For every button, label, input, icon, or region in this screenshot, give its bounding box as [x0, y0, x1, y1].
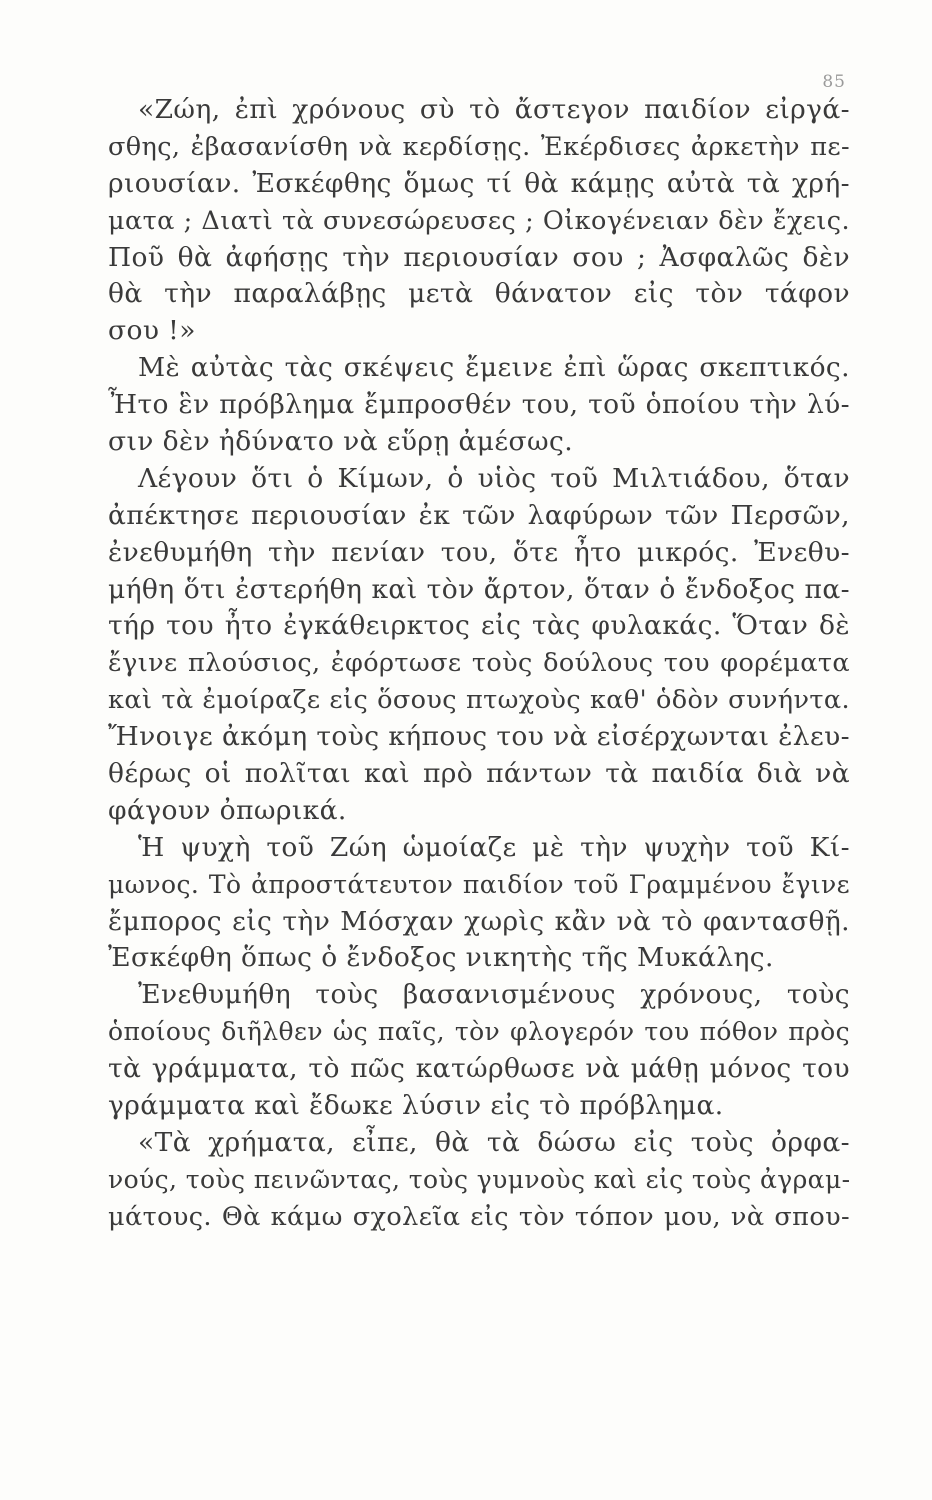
text-line: ἀπέκτησε περιουσίαν ἐκ τῶν λαφύρων τῶν Περσῶν, — [108, 499, 850, 531]
text-line: σιν δὲν ἠδύνατο νὰ εὕρῃ ἀμέσως. — [108, 426, 574, 458]
text-line: καὶ τὰ ἐμοίραζε εἰς ὅσους πτωχοὺς καθ' ὁδὸν συνήντα. — [108, 685, 850, 716]
text-line: Ἤνοιγε ἀκόμη τοὺς κήπους του νὰ εἰσέρχωνται ἐλευ- — [108, 721, 850, 753]
text-line: νούς, τοὺς πεινῶντας, τοὺς γυμνοὺς καὶ εἰς τοὺς ἀγραμ- — [108, 1164, 851, 1194]
page-number: 85 — [822, 72, 846, 92]
text-line: τὰ γράμματα, τὸ πῶς κατώρθωσε νὰ μάθῃ μόνος του — [108, 1053, 850, 1085]
text-line: σθης, ἐβασανίσθη νὰ κερδίσῃς. Ἐκέρδισες ἀρκετὴν πε- — [108, 131, 850, 162]
text-line: Ἐνεθυμήθη τοὺς βασανισμένους χρόνους, τοὺς — [138, 979, 850, 1011]
text-line: τήρ του ἦτο ἐγκάθειρκτος εἰς τὰς φυλακάς. Ὅταν δὲ — [108, 610, 850, 642]
text-line: Λέγουν ὅτι ὁ Κίμων, ὁ υἱὸς τοῦ Μιλτιάδου, ὅταν — [138, 462, 850, 494]
text-line: ἔμπορος εἰς τὴν Μόσχαν χωρὶς κἂν νὰ τὸ φαντασθῇ. — [108, 905, 850, 937]
text-line: ἔγινε πλούσιος, ἐφόρτωσε τοὺς δούλους του φορέματα — [108, 648, 850, 679]
text-line: «Τὰ χρήματα, εἶπε, θὰ τὰ δώσω εἰς τοὺς ὀρφα- — [138, 1126, 850, 1158]
text-line: Μὲ αὐτὰς τὰς σκέψεις ἔμεινε ἐπὶ ὥρας σκεπτικός. — [138, 352, 850, 384]
text-line: Ποῦ θὰ ἀφήσῃς τὴν περιουσίαν σου ; Ἀσφαλῶς δὲν — [108, 241, 850, 273]
text-line: ριουσίαν. Ἐσκέφθης ὅμως τί θὰ κάμῃς αὐτὰ τὰ χρή- — [108, 167, 850, 199]
text-line: θέρως οἱ πολῖται καὶ πρὸ πάντων τὰ παιδία διὰ νὰ — [108, 758, 850, 790]
text-line: «Ζώη, ἐπὶ χρόνους σὺ τὸ ἄστεγον παιδίον εἰργά- — [138, 94, 850, 125]
text-line: Ἦτο ἓν πρόβλημα ἔμπροσθέν του, τοῦ ὁποίου τὴν λύ- — [108, 389, 850, 421]
text-line: μάτους. Θὰ κάμω σχολεῖα εἰς τὸν τόπον μου, νὰ σπου- — [108, 1201, 850, 1232]
text-line: θὰ τὴν παραλάβῃς μετὰ θάνατον εἰς τὸν τάφον — [108, 278, 850, 310]
text-line: φάγουν ὀπωρικά. — [108, 794, 347, 826]
text-line: ματα ; Διατὶ τὰ συνεσώρευσες ; Οἰκογένειαν δὲν ἔχεις. — [108, 205, 850, 236]
text-line: μωνος. Τὸ ἀπροστάτευτον παιδίον τοῦ Γραμμένου ἔγινε — [108, 869, 850, 899]
text-line: Ἡ ψυχὴ τοῦ Ζώη ὡμοίαζε μὲ τὴν ψυχὴν τοῦ Κί- — [138, 831, 850, 863]
text-line: μήθη ὅτι ἐστερήθη καὶ τὸν ἄρτον, ὅταν ὁ ἔνδοξος πα- — [108, 573, 850, 605]
text-line: γράμματα καὶ ἔδωκε λύσιν εἰς τὸ πρόβλημα. — [108, 1090, 724, 1122]
text-line: σου !» — [108, 315, 196, 347]
text-line: Ἐσκέφθη ὅπως ὁ ἔνδοξος νικητὴς τῆς Μυκάλης. — [108, 942, 774, 974]
text-line: ὁποίους διῆλθεν ὡς παῖς, τὸν φλογερόν του πόθον πρὸς — [108, 1017, 850, 1047]
text-line: ἐνεθυμήθη τὴν πενίαν του, ὅτε ἦτο μικρός. Ἐνεθυ- — [108, 536, 850, 568]
text-body — [108, 92, 850, 1236]
